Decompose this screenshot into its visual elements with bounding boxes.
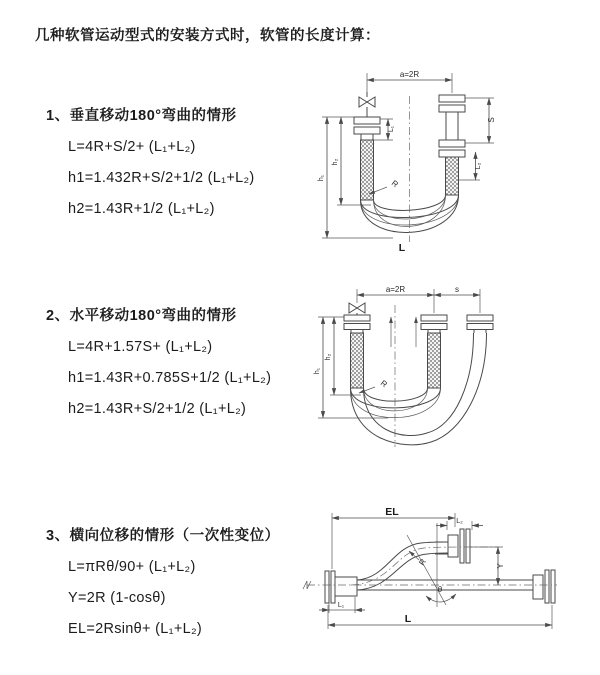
displaced-flange [435, 529, 470, 563]
dim-label-span: a=2R [385, 285, 406, 294]
dim-label-length: L [398, 242, 406, 254]
dim-label-s: S [487, 117, 496, 123]
formula-line: h1=1.43R+0.785S+1/2 (L₁+L₂) [68, 370, 272, 386]
valve-icon [349, 303, 365, 315]
formula-line: Y=2R (1-cosθ) [68, 590, 166, 606]
braided-hose-left [351, 333, 364, 388]
formula-line: L=4R+S/2+ (L₁+L₂) [68, 139, 196, 155]
pipe-flanges [344, 315, 493, 333]
dim-label-l1: L₁ [337, 602, 345, 609]
page-title: 几种软管运动型式的安装方式时，软管的长度计算： [35, 28, 380, 44]
dim-label-h2: h₂ [332, 158, 339, 166]
dim-label-h1: h₁ [314, 367, 321, 375]
dim-travel-s [465, 98, 496, 143]
hose-u-curves [351, 333, 487, 445]
formula-line: h2=1.43R+1/2 (L₁+L₂) [68, 201, 215, 217]
dim-label-l2: L₂ [475, 162, 482, 170]
dim-label-h1: h₁ [318, 174, 325, 182]
formula-line: h1=1.432R+S/2+1/2 (L₁+L₂) [68, 170, 255, 186]
dim-label-length: L [404, 613, 412, 625]
dim-label-el: EL [385, 506, 399, 518]
section-1 [46, 104, 326, 231]
braided-hose-right [446, 157, 459, 195]
section-2-heading: 2、水平移动180°弯曲的情形 [46, 308, 237, 324]
valve-icon [359, 92, 375, 117]
dim-travel-s [434, 285, 480, 295]
dim-label-s: s [455, 285, 459, 294]
dim-label-y: Y [496, 563, 505, 569]
dim-label-l1: L₁ [388, 125, 395, 133]
dim-label-h2: h₂ [325, 353, 332, 361]
dim-label-r: R [417, 557, 428, 568]
diagram-lateral-displacement [295, 503, 595, 648]
braided-hose-middle [428, 333, 441, 388]
dim-label-span: a=2R [399, 70, 420, 79]
dim-label-r: R [389, 178, 400, 190]
formula-line: L=πRθ/90+ (L₁+L₂) [68, 559, 196, 575]
section-3 [46, 524, 326, 651]
dim-length [328, 605, 552, 629]
diagram-vertical-180-bend [303, 66, 593, 261]
section-2 [46, 304, 326, 431]
construction-lines [407, 523, 446, 607]
formula-line: h2=1.43R+S/2+1/2 (L₁+L₂) [68, 401, 247, 417]
left-pipe-flange [354, 117, 380, 140]
dim-label-theta: θ [437, 585, 443, 594]
left-flange [325, 571, 357, 603]
section-1-heading: 1、垂直移动180°弯曲的情形 [46, 108, 237, 124]
dim-label-l2: L₂ [456, 518, 463, 525]
dim-offset-y [470, 547, 505, 585]
diagram-horizontal-180-bend [303, 285, 593, 455]
formula-line: L=4R+1.57S+ (L₁+L₂) [68, 339, 213, 355]
section-3-heading: 3、横向位移的情形（一次性变位） [46, 528, 280, 544]
dim-extended-length [332, 506, 455, 569]
dim-span-a2r [357, 285, 480, 313]
right-flange [533, 570, 555, 603]
dim-label-r: R [378, 378, 389, 390]
braided-hose-left [361, 140, 374, 200]
angle-theta [426, 585, 456, 602]
right-pipe-flanges [439, 95, 465, 157]
dim-height-h1 [318, 117, 393, 238]
formula-line: EL=2Rsinθ+ (L₁+L₂) [68, 621, 203, 637]
dim-span-a2r [367, 70, 452, 93]
dim-fitting-l2 [436, 518, 483, 530]
